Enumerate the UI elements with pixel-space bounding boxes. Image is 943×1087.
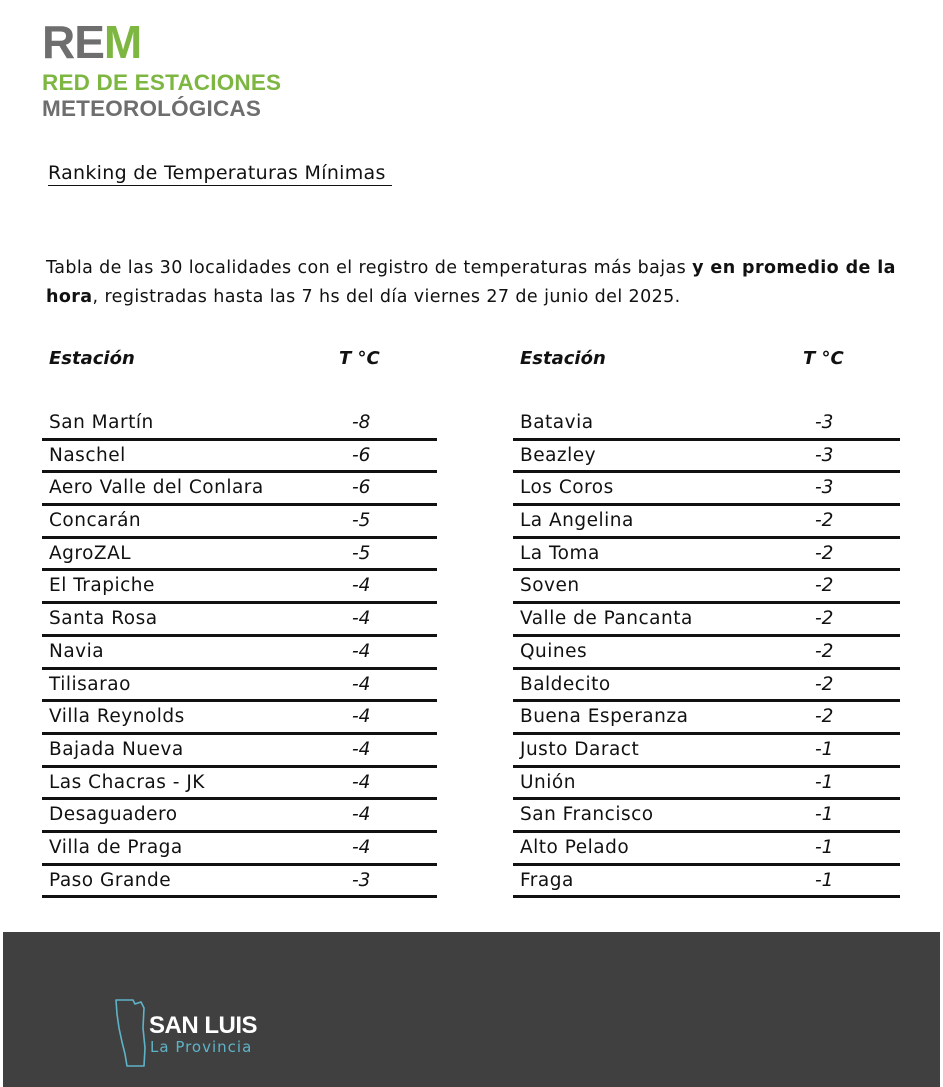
- station-name: Soven: [520, 575, 580, 597]
- station-name: La Angelina: [520, 510, 634, 532]
- station-temp: -2: [815, 575, 834, 597]
- station-temp: -4: [352, 673, 371, 695]
- station-temp: -2: [815, 542, 834, 564]
- table-header: [513, 346, 900, 378]
- table-row: [513, 670, 900, 703]
- station-temp: -2: [815, 608, 834, 630]
- table-row: [513, 735, 900, 768]
- station-name: Santa Rosa: [49, 608, 158, 630]
- table-row: [42, 702, 437, 735]
- station-temp: -4: [352, 771, 371, 793]
- table-row: [42, 800, 437, 833]
- station-temp: -4: [352, 738, 371, 760]
- station-temp: -3: [815, 412, 834, 433]
- table-row: [42, 441, 437, 474]
- intro-paragraph: [46, 254, 906, 312]
- station-temp: -5: [352, 542, 371, 564]
- station-name: San Francisco: [520, 804, 654, 826]
- station-temp: -2: [815, 706, 834, 728]
- rem-logo-re: RE: [42, 16, 104, 68]
- table-row: [513, 702, 900, 735]
- station-temp: -1: [815, 771, 834, 793]
- station-temp: -2: [815, 640, 834, 662]
- rem-logo-m: M: [103, 16, 142, 68]
- station-temp: -3: [815, 477, 834, 499]
- intro-text-2: , registradas hasta las 7 hs del día viernes 27 de junio del 2025.: [92, 287, 681, 307]
- station-temp: -8: [352, 412, 371, 433]
- station-name: Batavia: [520, 412, 594, 433]
- table-row: [513, 506, 900, 539]
- station-temp: -6: [352, 477, 371, 499]
- station-name: Desaguadero: [49, 804, 178, 826]
- table-row: [42, 768, 437, 801]
- table-row: [42, 866, 437, 899]
- table-row: [513, 768, 900, 801]
- ranking-table-left: [42, 346, 437, 891]
- station-temp: -4: [352, 706, 371, 728]
- station-temp: -1: [815, 836, 834, 858]
- station-name: Tilisarao: [49, 673, 131, 695]
- station-name: La Toma: [520, 542, 600, 564]
- header-temp: T °C: [339, 348, 380, 369]
- table-row: [42, 604, 437, 637]
- page-title: Ranking de Temperaturas Mínimas: [48, 161, 392, 186]
- station-name: Fraga: [520, 869, 574, 891]
- header-temp: T °C: [803, 348, 844, 369]
- table-body: [513, 408, 900, 898]
- san-luis-subtitle: La Provincia: [150, 1038, 253, 1056]
- station-name: Quines: [520, 640, 588, 662]
- table-row: [513, 441, 900, 474]
- station-name: Unión: [520, 771, 576, 793]
- station-temp: -2: [815, 673, 834, 695]
- station-temp: -4: [352, 804, 371, 826]
- station-name: San Martín: [49, 412, 154, 433]
- ranking-table-right: [513, 346, 900, 891]
- table-row: [513, 866, 900, 899]
- san-luis-map-icon: [113, 998, 149, 1070]
- station-temp: -3: [815, 444, 834, 466]
- table-row: [513, 408, 900, 441]
- station-temp: -3: [352, 869, 371, 891]
- rem-logo-line1: RED DE ESTACIONES: [42, 70, 282, 95]
- station-temp: -4: [352, 640, 371, 662]
- station-name: Valle de Pancanta: [520, 608, 693, 630]
- station-name: Concarán: [49, 510, 142, 532]
- table-row: [513, 800, 900, 833]
- table-row: [42, 670, 437, 703]
- station-name: Paso Grande: [49, 869, 172, 891]
- station-temp: -1: [815, 869, 834, 891]
- station-temp: -4: [352, 575, 371, 597]
- rem-logo: [42, 16, 282, 122]
- station-name: Navia: [49, 640, 105, 662]
- table-row: [513, 539, 900, 572]
- rem-logo-line2: METEOROLÓGICAS: [42, 96, 262, 121]
- footer: [3, 932, 940, 1087]
- table-row: [42, 833, 437, 866]
- station-name: Las Chacras - JK: [49, 771, 205, 793]
- intro-text-1: Tabla de las 30 localidades con el registro de temperaturas más bajas: [46, 258, 693, 278]
- header-station: Estación: [49, 348, 135, 369]
- station-temp: -1: [815, 738, 834, 760]
- station-temp: -5: [352, 510, 371, 532]
- table-row: [513, 637, 900, 670]
- rem-logo-mark: [42, 16, 281, 68]
- station-name: Naschel: [49, 444, 126, 466]
- station-name: Baldecito: [520, 673, 611, 695]
- intro-text-bold: y en promedio de la hora: [46, 258, 896, 307]
- table-row: [513, 571, 900, 604]
- header-station: Estación: [520, 348, 606, 369]
- table-row: [513, 833, 900, 866]
- station-temp: -6: [352, 444, 371, 466]
- station-temp: -2: [815, 510, 834, 532]
- table-row: [42, 735, 437, 768]
- station-temp: -4: [352, 608, 371, 630]
- san-luis-brand: SAN LUIS: [149, 1012, 258, 1039]
- table-row: [42, 473, 437, 506]
- table-row: [42, 408, 437, 441]
- station-name: Villa de Praga: [49, 836, 183, 858]
- station-name: Justo Daract: [520, 738, 640, 760]
- table-row: [42, 539, 437, 572]
- station-name: El Trapiche: [49, 575, 155, 597]
- table-body: [42, 408, 437, 898]
- station-name: Beazley: [520, 444, 597, 466]
- station-name: Alto Pelado: [520, 836, 630, 858]
- station-name: AgroZAL: [49, 542, 132, 564]
- table-row: [42, 571, 437, 604]
- station-name: Los Coros: [520, 477, 614, 499]
- station-name: Villa Reynolds: [49, 706, 185, 728]
- station-name: Bajada Nueva: [49, 738, 184, 760]
- table-row: [513, 473, 900, 506]
- station-name: Buena Esperanza: [520, 706, 689, 728]
- table-row: [42, 506, 437, 539]
- station-name: Aero Valle del Conlara: [49, 477, 264, 499]
- station-temp: -1: [815, 804, 834, 826]
- table-row: [42, 637, 437, 670]
- table-header: [42, 346, 437, 378]
- table-row: [513, 604, 900, 637]
- station-temp: -4: [352, 836, 371, 858]
